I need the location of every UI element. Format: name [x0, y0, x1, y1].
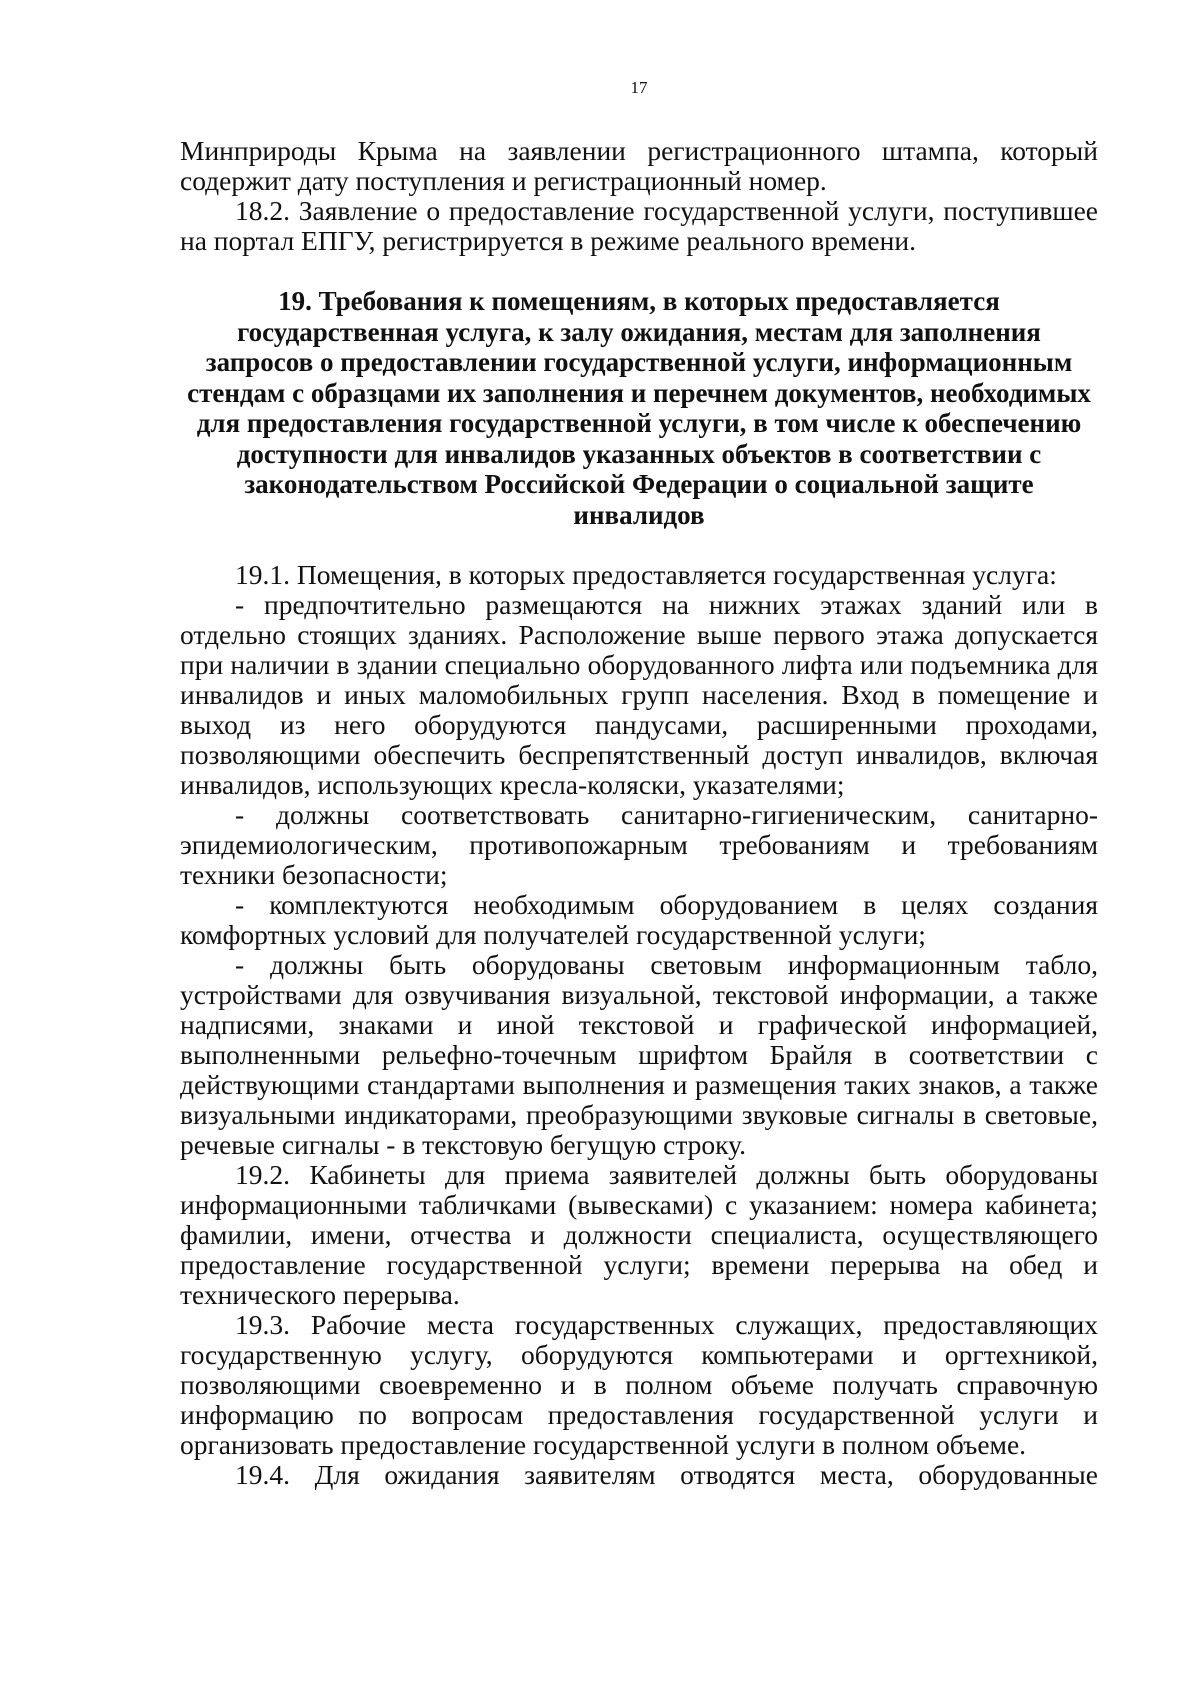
document-body [180, 136, 1098, 1490]
paragraph-19-1: 19.1. Помещения, в которых предоставляется государственная услуга: [235, 559, 1057, 590]
list-item-sanitary: - должны соответствовать санитарно-гигиеническим, санитарно-эпидемиологическим, противопожарным требованиям и требованиям техники безопасности; [180, 799, 1098, 890]
paragraph-19-2: 19.2. Кабинеты для приема заявителей должны быть оборудованы информационными табличками (вывесками) с указанием: номера кабинета; фамилии, имени, отчества и должности специалиста, осуществляющего предоставление государственной услуги; времени перерыва на обед и технического перерыва. [180, 1159, 1098, 1310]
paragraph-18-2: 18.2. Заявление о предоставление государственной услуги, поступившее на портал ЕПГУ, регистрируется в режиме реального времени. [180, 195, 1098, 256]
section-heading-19: 19. Требования к помещениям, в которых предоставляется государственная услуга, к залу ожидания, местам для заполнения запросов о предоставлении государственной услуги, информационным стендам с образцами их заполнения и перечнем документов, необходимых для предоставления государственной услуги, в том числе к обеспечению доступности для инвалидов указанных объектов в соответствии с законодательством Российской Федерации о социальной защите инвалидов [187, 286, 1091, 530]
paragraph-19-3: 19.3. Рабочие места государственных служащих, предоставляющих государственную услугу, оборудуются компьютерами и оргтехникой, позволяющими своевременно и в полном объеме получать справочную информацию по вопросам предоставления государственной услуги и организовать предоставление государственной услуги в полном объеме. [180, 1309, 1098, 1460]
list-item-accessibility: - должны быть оборудованы световым информационным табло, устройствами для озвучивания визуальной, текстовой информации, а также надписями, знаками и иной текстовой и графической информацией, выполненными рельефно-точечным шрифтом Брайля в соответствии с действующими стандартами выполнения и размещения таких знаков, а также визуальными индикаторами, преобразующими звуковые сигналы в световые, речевые сигналы - в текстовую бегущую строку. [180, 949, 1098, 1160]
list-item-equipment: - комплектуются необходимым оборудованием в целях создания комфортных условий для получателей государственной услуги; [180, 889, 1098, 950]
paragraph-continuation: Минприроды Крыма на заявлении регистрационного штампа, который содержит дату поступления и регистрационный номер. [180, 135, 1098, 196]
page-number: 17 [630, 78, 648, 97]
paragraph-19-4: 19.4. Для ожидания заявителям отводятся места, оборудованные [235, 1459, 1098, 1490]
list-item-location: - предпочтительно размещаются на нижних этажах зданий или в отдельно стоящих зданиях. Расположение выше первого этажа допускается при наличии в здании специально оборудованного лифта или подъемника для инвалидов и иных маломобильных групп населения. Вход в помещение и выход из него оборудуются пандусами, расширенными проходами, позволяющими обеспечить беспрепятственный доступ инвалидов, включая инвалидов, использующих кресла-коляски, указателями; [180, 589, 1098, 800]
